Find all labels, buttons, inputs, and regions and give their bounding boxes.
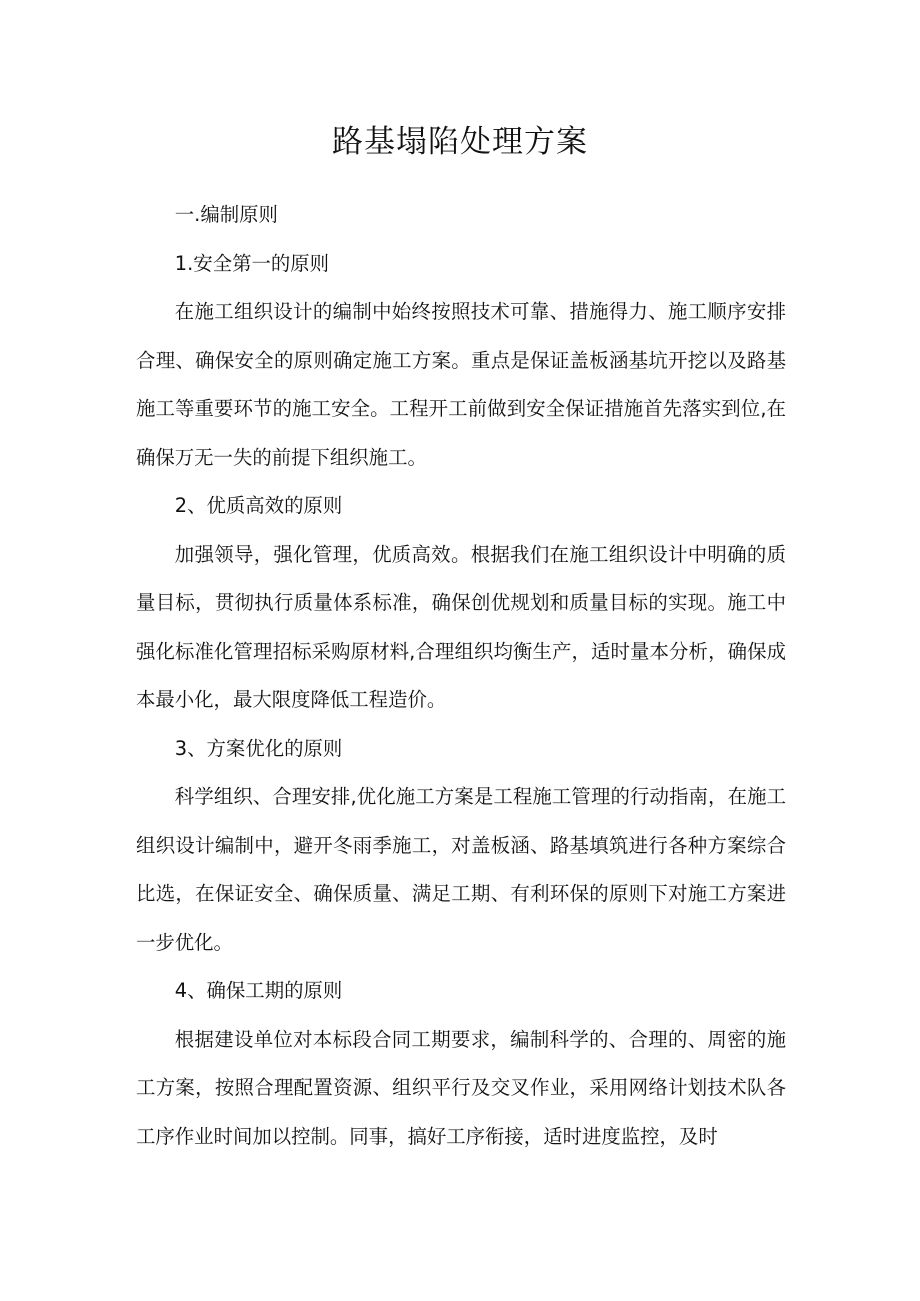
- subheading-safety-first: 1.安全第一的原则: [174, 251, 330, 275]
- paragraph-plan-optimization: 科学组织、合理安排,优化施工方案是工程施工管理的行动指南，在施工组织设计编制中，避开冬雨季施工，对盖板涵、路基填筑进行各种方案综合比选，在保证安全、确保质量、满足工期、有利环保的原则下对施工方案进一步优化。: [136, 785, 786, 954]
- document-body: [136, 191, 786, 1161]
- paragraph-safety-first: 在施工组织设计的编制中始终按照技术可靠、措施得力、施工顺序安排合理、确保安全的原则确定施工方案。重点是保证盖板涵基坑开挖以及路基施工等重要环节的施工安全。工程开工前做到安全保证措施首先落实到位,在确保万无一失的前提下组织施工。: [136, 300, 786, 469]
- subheading-quality-efficiency: 2、优质高效的原则: [174, 494, 343, 517]
- paragraph-schedule-assurance: 根据建设单位对本标段合同工期要求，编制科学的、合理的、周密的施工方案，按照合理配置资源、组织平行及交叉作业，采用网络计划技术队各工序作业时间加以控制。同事，搞好工序衔接，适时进度监控，及时: [136, 1027, 786, 1148]
- document-title: 路基塌陷处理方案: [332, 124, 588, 160]
- section-heading-compilation-principles: 一.编制原则: [174, 203, 278, 226]
- subheading-plan-optimization: 3、方案优化的原则: [174, 736, 343, 760]
- subheading-schedule-assurance: 4、确保工期的原则: [174, 979, 343, 1002]
- paragraph-quality-efficiency: 加强领导，强化管理，优质高效。根据我们在施工组织设计中明确的质量目标，贯彻执行质量体系标准，确保创优规划和质量目标的实现。施工中强化标准化管理招标采购原材料,合理组织均衡生产，适时量本分析，确保成本最小化，最大限度降低工程造价。: [136, 542, 786, 711]
